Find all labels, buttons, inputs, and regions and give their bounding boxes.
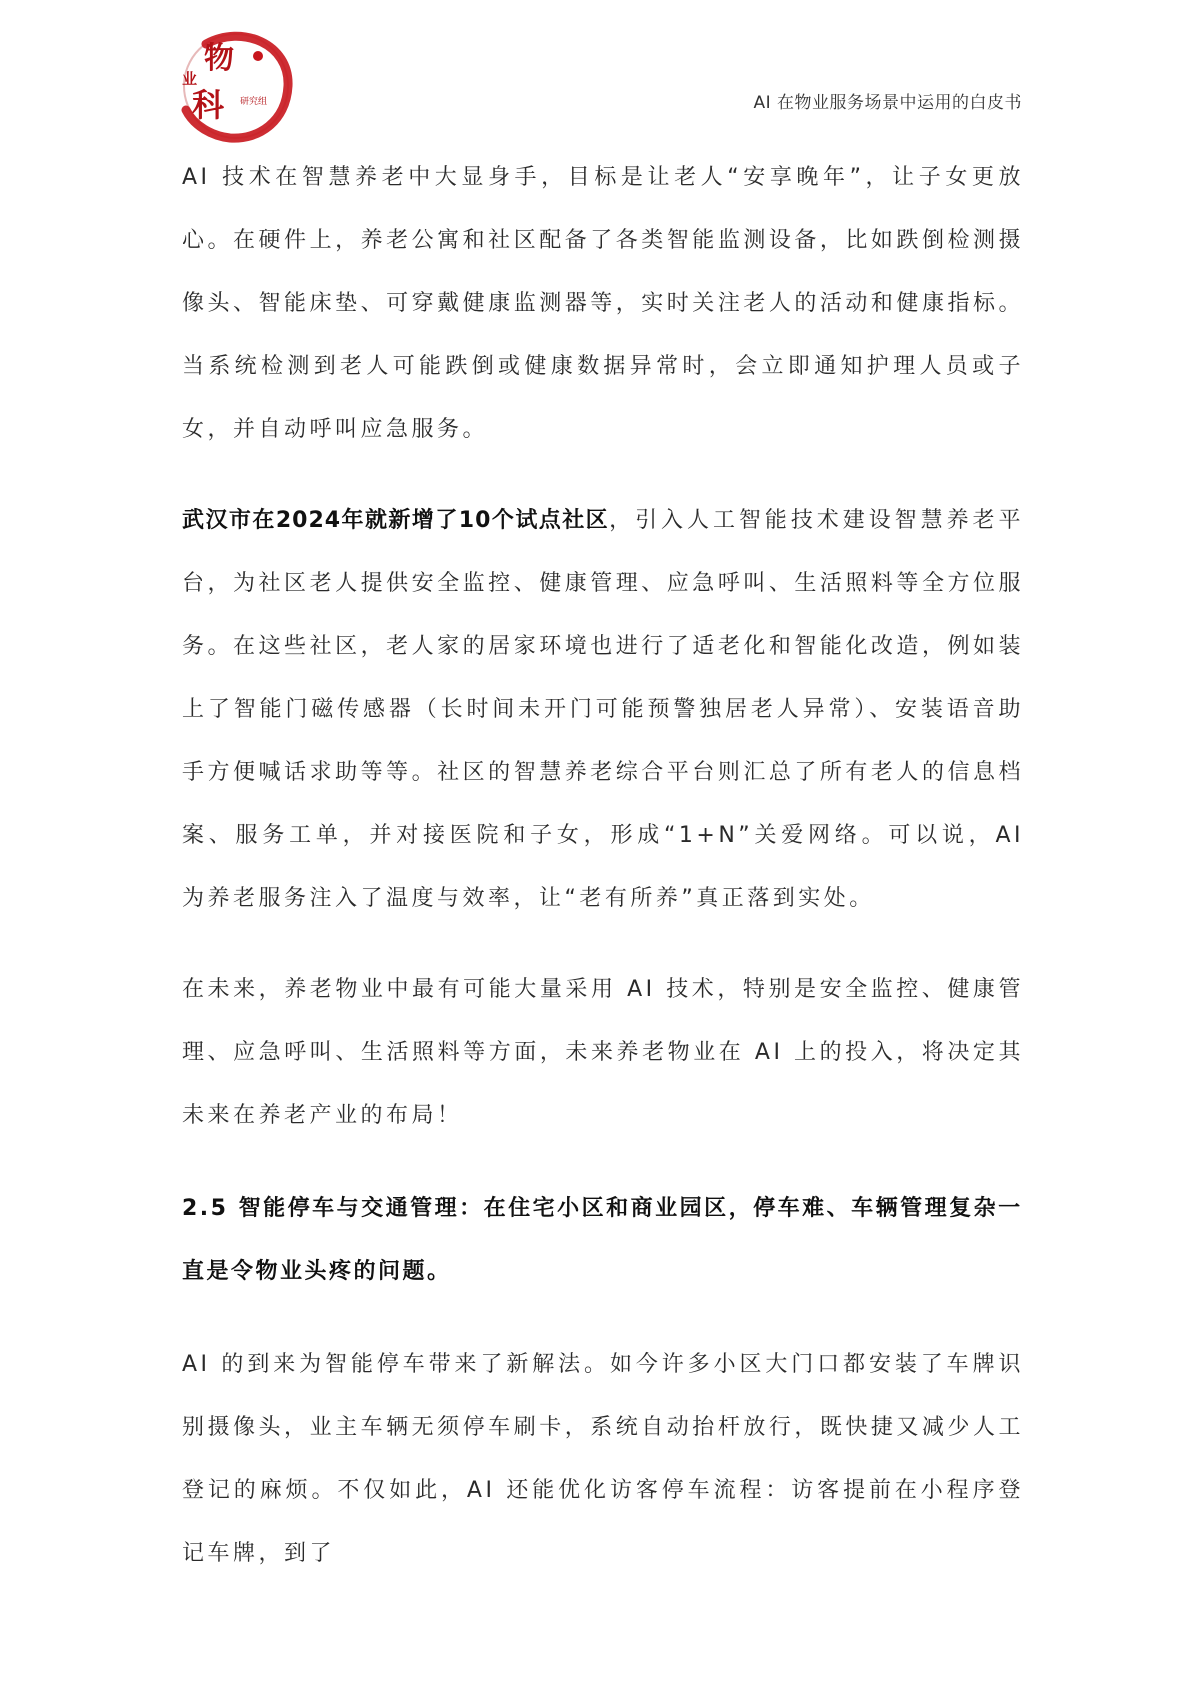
logo-char-ke: 科 (192, 86, 225, 124)
wuhan-pilot-text: ，引入人工智能技术建设智慧养老平台，为社区老人提供安全监控、健康管理、应急呼叫、生活照料等全方位服务。在这些社区，老人家的居家环境也进行了适老化和智能化改造，例如装上了智能门磁传感器（长时间未开门可能预警独居老人异常）、安装语音助手方便喊话求助等等。社区的智慧养老综合平台则汇总了所有老人的信息档案、服务工单，并对接医院和子女，形成“1+N”关爱网络。可以说，AI 为养老服务注入了温度与效率，让“老有所养”真正落到实处。 (182, 508, 1024, 911)
logo-char-ye: 业 (182, 70, 198, 88)
logo-char-wu: 物 (204, 41, 234, 76)
paragraph-gap (182, 1147, 1024, 1177)
logo (172, 22, 300, 146)
page-content (182, 146, 1024, 1585)
paragraph-future-outlook: 在未来，养老物业中最有可能大量采用 AI 技术，特别是安全监控、健康管理、应急呼叫、生活照料等方面，未来养老物业在 AI 上的投入，将决定其未来在养老产业的布局！ (182, 977, 1024, 1128)
paragraph-wuhan-pilot (182, 489, 1024, 930)
logo-dot (253, 51, 263, 61)
wuhan-pilot-highlight: 武汉市在2024年就新增了10个试点社区 (182, 508, 610, 533)
running-header: AI 在物业服务场景中运用的白皮书 (753, 93, 1022, 113)
paragraph-smart-parking: AI 的到来为智能停车带来了新解法。如今许多小区大门口都安装了车牌识别摄像头，业主车辆无须停车刷卡，系统自动抬杆放行，既快捷又减少人工登记的麻烦。不仅如此，AI 还能优化访客停车流程：访客提前在小程序登记车牌，到了 (182, 1352, 1024, 1566)
section-heading-2-5: 2.5 智能停车与交通管理：在住宅小区和商业园区，停车难、车辆管理复杂一直是令物业头疼的问题。 (182, 1196, 1023, 1284)
logo-subtitle: 研究组 (240, 97, 268, 107)
paragraph-gap (182, 1303, 1024, 1333)
paragraph-smart-elderly-care: AI 技术在智慧养老中大显身手，目标是让老人“安享晚年”，让子女更放心。在硬件上，养老公寓和社区配备了各类智能监测设备，比如跌倒检测摄像头、智能床垫、可穿戴健康监测器等，实时关注老人的活动和健康指标。当系统检测到老人可能跌倒或健康数据异常时，会立即通知护理人员或子女，并自动呼叫应急服务。 (182, 165, 1024, 442)
paragraph-gap (182, 461, 1024, 489)
paragraph-gap (182, 930, 1024, 958)
